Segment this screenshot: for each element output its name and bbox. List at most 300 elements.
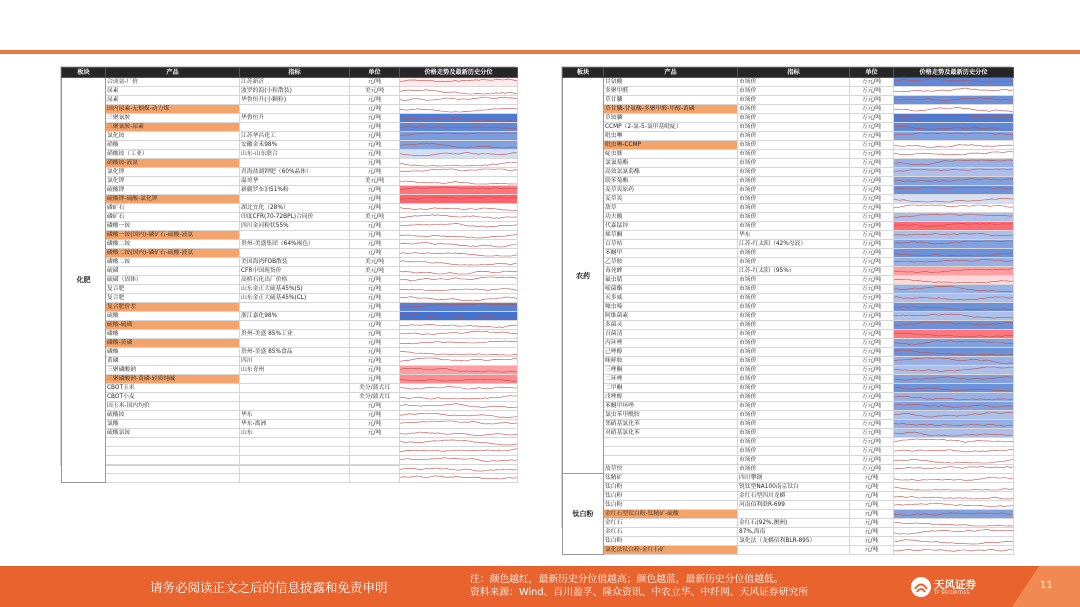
sparkline xyxy=(894,258,1013,266)
sparkline xyxy=(400,222,517,230)
table-row xyxy=(62,240,518,249)
table-row xyxy=(563,231,1014,240)
table-row xyxy=(62,159,518,168)
product-cell: 硝酸 xyxy=(106,141,240,150)
unit-cell: 万元/吨 xyxy=(850,87,894,96)
indicator-cell xyxy=(240,384,350,393)
indicator-cell: 市场价 xyxy=(738,420,850,429)
product-cell: 邻硝基氯化苯 xyxy=(604,420,738,429)
indicator-cell: 华东-离洲 xyxy=(240,420,350,429)
indicator-cell xyxy=(240,321,350,330)
product-cell: 硫磺（固体） xyxy=(106,276,240,285)
percentile-trend-cell xyxy=(894,447,1014,456)
sparkline xyxy=(894,114,1013,122)
sparkline xyxy=(894,492,1013,500)
product-cell: 吡虫啉-CCMP xyxy=(604,141,738,150)
product-cell: 钛精矿 xyxy=(604,474,738,483)
sparkline xyxy=(400,96,517,104)
table-row xyxy=(62,150,518,159)
unit-cell: 元/吨 xyxy=(350,168,400,177)
product-cell: 钛白粉 xyxy=(604,483,738,492)
fertilizer-table-body xyxy=(62,78,518,483)
percentile-trend-cell xyxy=(400,285,518,294)
unit-cell: 万元/吨 xyxy=(850,438,894,447)
sparkline xyxy=(894,141,1013,149)
sparkline xyxy=(894,204,1013,212)
page-number: 11 xyxy=(1040,580,1053,591)
header-unit: 单位 xyxy=(350,68,400,78)
indicator-cell: 金红石型四川龙蟒 xyxy=(738,492,850,501)
percentile-trend-cell xyxy=(400,222,518,231)
sparkline xyxy=(400,132,517,140)
indicator-cell: 市场价 xyxy=(738,177,850,186)
unit-cell: 元/吨 xyxy=(350,231,400,240)
percentile-trend-cell xyxy=(400,150,518,159)
product-cell xyxy=(106,456,240,465)
product-cell: 氯化钾 xyxy=(106,177,240,186)
product-cell: 三聚氰胺-尿素 xyxy=(106,123,240,132)
indicator-cell xyxy=(240,249,350,258)
percentile-trend-cell xyxy=(400,384,518,393)
indicator-cell: 市场价 xyxy=(738,132,850,141)
unit-cell: 万元/吨 xyxy=(850,429,894,438)
sparkline xyxy=(894,312,1013,320)
product-cell: 多聚甲醛 xyxy=(604,87,738,96)
percentile-trend-cell xyxy=(894,240,1014,249)
percentile-trend-cell xyxy=(894,132,1014,141)
product-cell: 复合肥价差 xyxy=(106,303,240,312)
indicator-cell: 江苏-红太阳（95%） xyxy=(738,267,850,276)
product-cell: 氯化钾 xyxy=(106,168,240,177)
product-cell: 复合肥 xyxy=(106,294,240,303)
unit-cell: 美元/吨 xyxy=(350,177,400,186)
unit-cell: 万元/吨 xyxy=(850,141,894,150)
sparkline xyxy=(894,366,1013,374)
percentile-trend-cell xyxy=(894,528,1014,537)
unit-cell: 万元/吨 xyxy=(850,384,894,393)
product-cell: 己唑醇 xyxy=(604,348,738,357)
product-cell: 尿素 xyxy=(106,87,240,96)
table-row xyxy=(563,438,1014,447)
table-header-row xyxy=(563,68,1014,78)
product-cell: 硫酸铵 xyxy=(106,411,240,420)
indicator-cell: 华鲁恒升 xyxy=(240,114,350,123)
sparkline xyxy=(400,78,517,86)
indicator-cell: 市场价 xyxy=(738,303,850,312)
table-row xyxy=(563,483,1014,492)
table-row xyxy=(563,474,1014,483)
percentile-trend-cell xyxy=(894,402,1014,411)
unit-cell: 元/吨 xyxy=(350,159,400,168)
product-cell: 草铵膦 xyxy=(604,114,738,123)
unit-cell: 元/吨 xyxy=(350,330,400,339)
indicator-cell xyxy=(240,447,350,456)
sparkline xyxy=(894,240,1013,248)
indicator-cell xyxy=(240,438,350,447)
unit-cell: 美元/吨 xyxy=(350,87,400,96)
header-trend: 价格走势及最新历史分位 xyxy=(894,68,1014,78)
indicator-cell: 山东金正大硫基45%(S) xyxy=(240,285,350,294)
sparkline xyxy=(894,429,1013,437)
sparkline xyxy=(400,258,517,266)
indicator-cell: 市场价 xyxy=(738,159,850,168)
sparkline xyxy=(400,456,517,464)
source-note: 资料来源：Wind、百川盈孚、隆众资讯、中农立华、中纤网、天风证券研究所 xyxy=(470,587,809,598)
unit-cell: 元/吨 xyxy=(850,519,894,528)
percentile-trend-cell xyxy=(400,366,518,375)
table-row xyxy=(62,177,518,186)
percentile-trend-cell xyxy=(894,168,1014,177)
indicator-cell: 四川 xyxy=(240,357,350,366)
indicator-cell: 市场价 xyxy=(738,402,850,411)
unit-cell: 元/吨 xyxy=(350,348,400,357)
table-row xyxy=(62,456,518,465)
top-accent-line xyxy=(0,50,1080,54)
unit-cell: 元/吨 xyxy=(850,546,894,555)
table-row xyxy=(563,528,1014,537)
indicator-cell: 市场价 xyxy=(738,285,850,294)
indicator-cell xyxy=(240,402,350,411)
indicator-cell: 金红石(92%,澳洲) xyxy=(738,519,850,528)
indicator-cell: 贵州-美盛 85%食品 xyxy=(240,348,350,357)
percentile-trend-cell xyxy=(894,222,1014,231)
logo-name: 天风证券 xyxy=(934,579,976,591)
percentile-trend-cell xyxy=(400,312,518,321)
unit-cell: 元/吨 xyxy=(350,123,400,132)
table-row xyxy=(563,213,1014,222)
unit-cell: 元/吨 xyxy=(850,501,894,510)
indicator-cell: 市场价 xyxy=(738,87,850,96)
indicator-cell: 市场价 xyxy=(738,375,850,384)
unit-cell: 万元/吨 xyxy=(850,312,894,321)
sparkline xyxy=(894,393,1013,401)
sparkline xyxy=(894,177,1013,185)
unit-cell: 元/吨 xyxy=(350,357,400,366)
sparkline xyxy=(400,150,517,158)
sparkline xyxy=(400,312,517,320)
unit-cell: 万元/吨 xyxy=(850,249,894,258)
pesticide-titanium-table xyxy=(562,67,1014,555)
indicator-cell: 市场价 xyxy=(738,330,850,339)
percentile-trend-cell xyxy=(894,510,1014,519)
unit-cell xyxy=(350,456,400,465)
table-row xyxy=(563,321,1014,330)
percentile-trend-cell xyxy=(400,411,518,420)
product-cell: 氯化法钛白粉-金红石矿 xyxy=(604,546,738,555)
unit-cell: 万元/吨 xyxy=(850,267,894,276)
sparkline xyxy=(400,177,517,185)
unit-cell: 万元/吨 xyxy=(850,105,894,114)
percentile-trend-cell xyxy=(894,186,1014,195)
sparkline xyxy=(400,339,517,347)
percentile-trend-cell xyxy=(894,114,1014,123)
unit-cell: 元/吨 xyxy=(350,276,400,285)
percentile-trend-cell xyxy=(400,465,518,474)
logo-subtitle: TF SECURITIES xyxy=(934,591,970,596)
table-row xyxy=(563,222,1014,231)
table-row xyxy=(563,258,1014,267)
product-cell: 钛白粉 xyxy=(604,501,738,510)
indicator-cell xyxy=(240,123,350,132)
sparkline xyxy=(894,474,1013,482)
percentile-trend-cell xyxy=(894,330,1014,339)
unit-cell: 万元/吨 xyxy=(850,222,894,231)
indicator-cell: 山东-山东联合 xyxy=(240,150,350,159)
sparkline xyxy=(894,357,1013,365)
product-cell xyxy=(604,438,738,447)
sparkline xyxy=(400,411,517,419)
unit-cell: 元/吨 xyxy=(350,366,400,375)
sparkline xyxy=(894,294,1013,302)
unit-cell: 元/吨 xyxy=(350,195,400,204)
percentile-trend-cell xyxy=(894,339,1014,348)
sparkline xyxy=(400,465,517,473)
percentile-trend-cell xyxy=(400,393,518,402)
sparkline xyxy=(400,186,517,194)
sparkline xyxy=(894,168,1013,176)
table-header-row xyxy=(62,68,518,78)
sparkline xyxy=(400,114,517,122)
sparkline xyxy=(400,168,517,176)
unit-cell: 万元/吨 xyxy=(850,195,894,204)
percentile-trend-cell xyxy=(400,375,518,384)
sparkline xyxy=(400,474,517,482)
fertilizer-price-table xyxy=(61,67,518,483)
table-row xyxy=(563,411,1014,420)
indicator-cell: 市场价 xyxy=(738,438,850,447)
sparkline xyxy=(400,402,517,410)
product-cell: 麦草畏原药 xyxy=(604,186,738,195)
percentile-trend-cell xyxy=(400,105,518,114)
indicator-cell xyxy=(738,510,850,519)
header-indicator: 指标 xyxy=(240,68,350,78)
indicator-cell: 市场价 xyxy=(738,150,850,159)
indicator-cell: 安徽金禾98% xyxy=(240,141,350,150)
product-cell: 黄磷 xyxy=(106,357,240,366)
indicator-cell xyxy=(240,195,350,204)
table-row xyxy=(62,195,518,204)
product-cell: 氟虫腈 xyxy=(604,276,738,285)
product-cell: 硫酸 xyxy=(106,312,240,321)
sparkline xyxy=(400,231,517,239)
indicator-cell: 江苏华昌化工 xyxy=(240,132,350,141)
product-cell: 硝酸铵（工业） xyxy=(106,150,240,159)
unit-cell: 万元/吨 xyxy=(850,321,894,330)
sparkline xyxy=(894,384,1013,392)
table-row xyxy=(563,78,1014,87)
unit-cell: 万元/吨 xyxy=(850,231,894,240)
product-cell: 二环唑 xyxy=(604,375,738,384)
unit-cell: 万元/吨 xyxy=(850,294,894,303)
sparkline xyxy=(400,330,517,338)
table-row xyxy=(62,249,518,258)
sparkline xyxy=(894,213,1013,221)
table-row xyxy=(62,312,518,321)
unit-cell: 万元/吨 xyxy=(850,168,894,177)
percentile-trend-cell xyxy=(894,501,1014,510)
percentile-trend-cell xyxy=(894,303,1014,312)
percentile-trend-cell xyxy=(894,393,1014,402)
sparkline xyxy=(894,420,1013,428)
product-cell: 磷酸 xyxy=(106,348,240,357)
table-row xyxy=(563,375,1014,384)
table-row xyxy=(62,438,518,447)
unit-cell: 元/吨 xyxy=(350,132,400,141)
percentile-trend-cell xyxy=(894,195,1014,204)
table-row xyxy=(563,249,1014,258)
product-cell: 联苯菊酯 xyxy=(604,177,738,186)
table-row xyxy=(563,402,1014,411)
sparkline xyxy=(400,213,517,221)
unit-cell: 万元/吨 xyxy=(850,393,894,402)
table-row xyxy=(563,105,1014,114)
unit-cell: 元/吨 xyxy=(350,96,400,105)
table-row xyxy=(563,141,1014,150)
table-row xyxy=(563,186,1014,195)
header-trend: 价格走势及最新历史分位 xyxy=(400,68,518,78)
percentile-trend-cell xyxy=(400,213,518,222)
indicator-cell: 市场价 xyxy=(738,105,850,114)
tf-securities-logo xyxy=(910,574,990,602)
sparkline xyxy=(400,105,517,113)
percentile-trend-cell xyxy=(894,483,1014,492)
indicator-cell: 高桥石化出厂价格 xyxy=(240,276,350,285)
sector-label: 化肥 xyxy=(62,78,106,483)
sparkline xyxy=(894,222,1013,230)
color-note: 注：颜色越红，最新历史分位值越高；颜色越蓝，最新历史分位值越低。 xyxy=(470,574,784,585)
indicator-cell: 市场价 xyxy=(738,222,850,231)
table-row xyxy=(563,330,1014,339)
unit-cell: 元/吨 xyxy=(350,420,400,429)
percentile-trend-cell xyxy=(894,231,1014,240)
sparkline xyxy=(894,339,1013,347)
unit-cell: 万元/吨 xyxy=(850,114,894,123)
unit-cell: 元/吨 xyxy=(350,78,400,87)
product-cell xyxy=(106,474,240,483)
sparkline xyxy=(894,465,1013,473)
table-row xyxy=(62,123,518,132)
percentile-trend-cell xyxy=(894,258,1014,267)
table-row xyxy=(62,168,518,177)
product-cell: 阿维菌素 xyxy=(604,312,738,321)
indicator-cell xyxy=(240,159,350,168)
percentile-trend-cell xyxy=(400,186,518,195)
table-row xyxy=(62,429,518,438)
percentile-trend-cell xyxy=(894,249,1014,258)
logo-mark-icon xyxy=(910,576,932,598)
unit-cell: 美元/吨 xyxy=(350,267,400,276)
percentile-trend-cell xyxy=(894,348,1014,357)
indicator-cell: 市场价 xyxy=(738,312,850,321)
percentile-trend-cell xyxy=(894,96,1014,105)
product-cell: 戊唑醇 xyxy=(604,393,738,402)
table-row xyxy=(62,447,518,456)
unit-cell: 万元/吨 xyxy=(850,402,894,411)
unit-cell: 元/吨 xyxy=(350,249,400,258)
unit-cell: 万元/吨 xyxy=(850,285,894,294)
indicator-cell: 贵州-美盛集团（64%褐色） xyxy=(240,240,350,249)
table-row xyxy=(563,240,1014,249)
table-row xyxy=(563,132,1014,141)
product-cell: 百草枯 xyxy=(604,240,738,249)
table-row xyxy=(563,339,1014,348)
sparkline xyxy=(894,276,1013,284)
header-unit: 单位 xyxy=(850,68,894,78)
product-cell: 硫磺 xyxy=(106,267,240,276)
unit-cell xyxy=(350,474,400,483)
unit-cell: 万元/吨 xyxy=(850,258,894,267)
table-row xyxy=(62,258,518,267)
unit-cell: 万元/吨 xyxy=(850,339,894,348)
indicator-cell: 湖北宜化（28%） xyxy=(240,204,350,213)
table-row xyxy=(563,447,1014,456)
unit-cell: 美分/蒲式耳 xyxy=(350,393,400,402)
product-cell: 乙草胺 xyxy=(604,258,738,267)
percentile-trend-cell xyxy=(894,357,1014,366)
table-row xyxy=(563,492,1014,501)
table-row xyxy=(62,222,518,231)
table-row xyxy=(563,366,1014,375)
pesticide-titanium-table-panel xyxy=(561,66,1012,553)
percentile-trend-cell xyxy=(894,474,1014,483)
percentile-trend-cell xyxy=(400,348,518,357)
indicator-cell: 市场价 xyxy=(738,465,850,474)
indicator-cell: 四川攀钢 xyxy=(738,474,850,483)
table-row xyxy=(62,465,518,474)
sparkline xyxy=(400,285,517,293)
percentile-trend-cell xyxy=(894,150,1014,159)
table-row xyxy=(62,375,518,384)
product-cell: 草甘膦-甘氨酸-多聚甲醛-甲醇-黄磷 xyxy=(604,105,738,114)
percentile-trend-cell xyxy=(400,132,518,141)
table-row xyxy=(563,357,1014,366)
percentile-trend-cell xyxy=(894,159,1014,168)
unit-cell: 万元/吨 xyxy=(850,366,894,375)
sparkline xyxy=(894,483,1013,491)
table-row xyxy=(563,204,1014,213)
indicator-cell: 市场价 xyxy=(738,456,850,465)
table-row xyxy=(563,312,1014,321)
unit-cell: 元/吨 xyxy=(350,294,400,303)
unit-cell: 元/吨 xyxy=(850,483,894,492)
table-row xyxy=(563,537,1014,546)
product-cell: 磷酸-黄磷 xyxy=(106,339,240,348)
table-row xyxy=(563,465,1014,474)
percentile-trend-cell xyxy=(400,429,518,438)
sparkline xyxy=(894,321,1013,329)
table-row xyxy=(563,456,1014,465)
percentile-trend-cell xyxy=(400,249,518,258)
indicator-cell: 市场价 xyxy=(738,123,850,132)
header-indicator: 指标 xyxy=(738,68,850,78)
sparkline xyxy=(400,87,517,95)
sparkline xyxy=(400,267,517,275)
product-cell: 多菌灵 xyxy=(604,321,738,330)
percentile-trend-cell xyxy=(400,447,518,456)
table-row xyxy=(62,96,518,105)
unit-cell: 元/吨 xyxy=(350,285,400,294)
percentile-trend-cell xyxy=(894,105,1014,114)
product-cell: 复合肥 xyxy=(106,285,240,294)
unit-cell: 元/吨 xyxy=(350,339,400,348)
indicator-cell: 波罗的海(小粒散装) xyxy=(240,87,350,96)
sparkline xyxy=(400,249,517,257)
indicator-cell: 市场价 xyxy=(738,393,850,402)
percentile-trend-cell xyxy=(894,312,1014,321)
indicator-cell: 华东 xyxy=(738,231,850,240)
sparkline xyxy=(400,420,517,428)
product-cell: 硫酸钾 xyxy=(106,186,240,195)
